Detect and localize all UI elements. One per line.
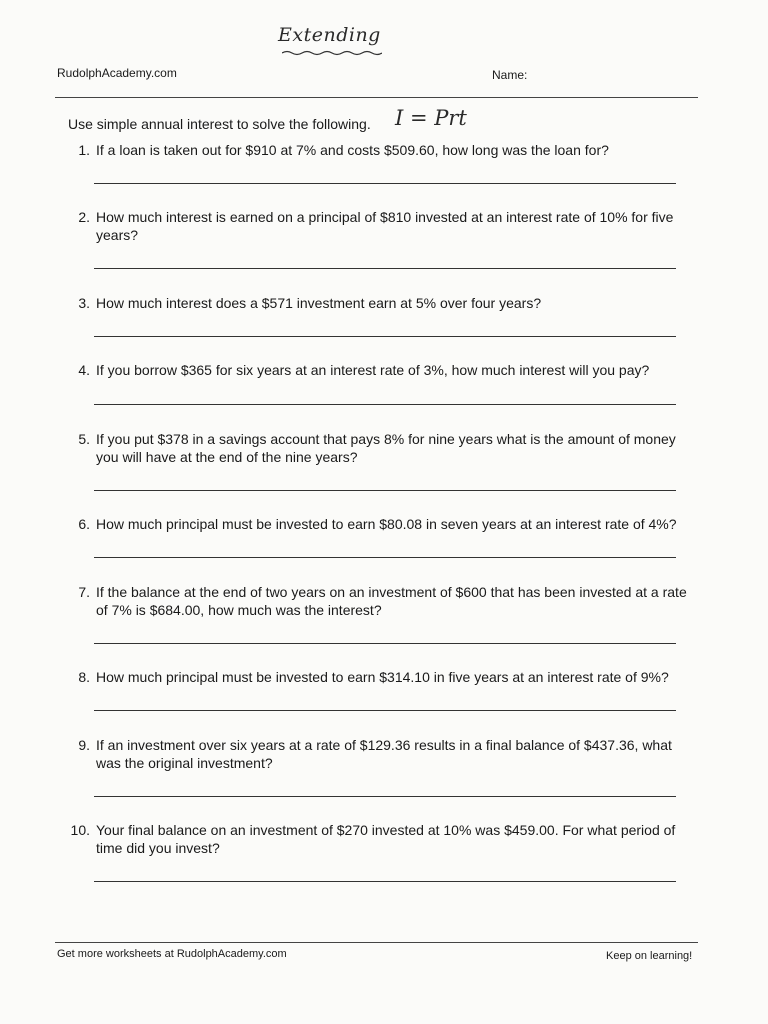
site-name: RudolphAcademy.com: [57, 66, 177, 80]
answer-line[interactable]: [94, 710, 676, 711]
question-number: 10.: [70, 822, 90, 838]
question-number: 5.: [78, 431, 90, 447]
footer-tagline: Keep on learning!: [606, 950, 693, 962]
answer-line[interactable]: [94, 796, 676, 797]
header-divider: [55, 97, 698, 98]
question-text: If an investment over six years at a rate of $129.36 results in a final balance of $437.36, what was the original investment?: [96, 737, 672, 771]
answer-line[interactable]: [94, 268, 676, 269]
answer-line[interactable]: [94, 336, 676, 337]
question-text: If a loan is taken out for $910 at 7% and costs $509.60, how long was the loan for?: [96, 142, 609, 158]
name-label: Name:: [492, 68, 528, 82]
question-text: Your final balance on an investment of $270 invested at 10% was $459.00. For what period of time did you invest?: [96, 822, 676, 856]
answer-line[interactable]: [94, 557, 676, 558]
title-wavy-underline: [282, 50, 382, 56]
formula-handwritten: I = Prt: [395, 106, 467, 130]
answer-line[interactable]: [94, 183, 676, 184]
question-number: 1.: [78, 142, 90, 158]
worksheet-title-handwritten: Extending: [278, 24, 381, 46]
question-text: If you put $378 in a savings account that pays 8% for nine years what is the amount of money you will have at the end of the nine years?: [96, 431, 676, 465]
instructions-text: Use simple annual interest to solve the following.: [68, 116, 371, 132]
footer-divider: [55, 942, 698, 943]
question-text: How much principal must be invested to earn $80.08 in seven years at an interest rate of 4%?: [96, 516, 677, 532]
answer-line[interactable]: [94, 490, 676, 491]
question-number: 4.: [78, 362, 90, 378]
question-number: 9.: [78, 737, 90, 753]
question-number: 3.: [78, 295, 90, 311]
answer-line[interactable]: [94, 404, 676, 405]
question-number: 7.: [78, 584, 90, 600]
question-text: How much principal must be invested to earn $314.10 in five years at an interest rate of 9%?: [96, 669, 669, 685]
question-number: 2.: [78, 209, 90, 225]
answer-line[interactable]: [94, 643, 676, 644]
footer-worksheets-note: Get more worksheets at RudolphAcademy.com: [57, 948, 287, 960]
question-text: How much interest does a $571 investment earn at 5% over four years?: [96, 295, 542, 311]
question-number: 6.: [78, 516, 90, 532]
question-text: If the balance at the end of two years on an investment of $600 that has been invested at a rate of 7% is $684.00, how much was the interest?: [96, 584, 687, 618]
answer-line[interactable]: [94, 881, 676, 882]
question-text: If you borrow $365 for six years at an interest rate of 3%, how much interest will you pay?: [96, 362, 650, 378]
question-text: How much interest is earned on a principal of $810 invested at an interest rate of 10% for five years?: [96, 209, 674, 243]
question-number: 8.: [78, 669, 90, 685]
